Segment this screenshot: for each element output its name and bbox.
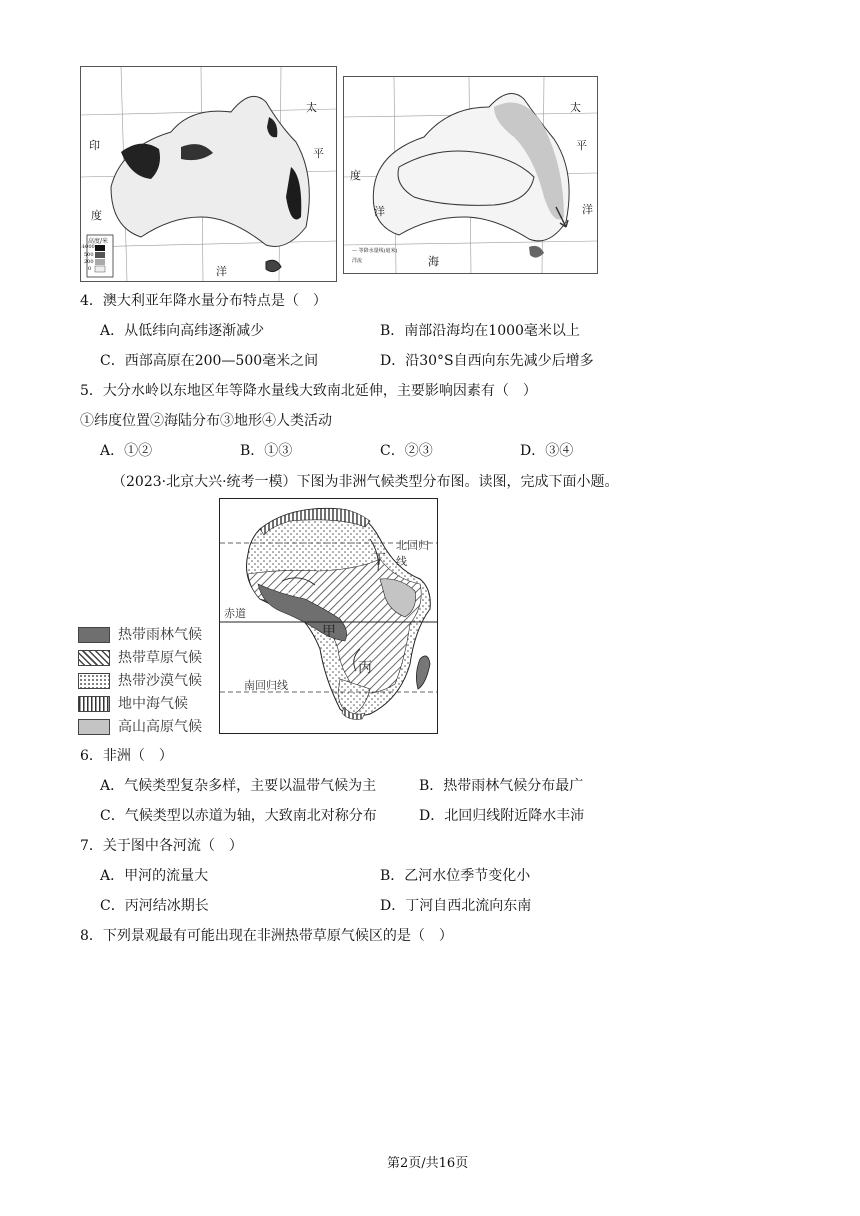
right-map-label-yang: 洋 (582, 203, 593, 216)
question-6-stem: 6．非洲（ ） (80, 748, 173, 764)
left-map-label-yin: 印 (89, 139, 100, 152)
legend-desert (78, 670, 202, 690)
australia-precip-svg (344, 77, 597, 273)
left-map-legend-title: 高度/米 (88, 238, 109, 245)
australia-relief-map (80, 66, 337, 282)
left-map-legend-200: 200 (84, 259, 94, 265)
australia-precip-map (343, 76, 598, 274)
legend-savanna-label: 热带草原气候 (118, 650, 202, 666)
question-5-option-d[interactable]: D．③④ (520, 443, 574, 459)
legend-savanna (78, 647, 202, 667)
question-5-stem: 5．大分水岭以东地区年等降水量线大致南北延伸，主要影响因素有（ ） (80, 383, 537, 399)
africa-river-yi-label: 乙 (286, 582, 300, 598)
left-map-label-du: 度 (91, 209, 102, 222)
right-map-label-tai: 太 (570, 101, 581, 114)
question-7-stem: 7．关于图中各河流（ ） (80, 838, 243, 854)
left-map-legend-500: 500 (84, 252, 94, 258)
legend-rainforest-label: 热带雨林气候 (118, 627, 202, 643)
question-4-option-d[interactable]: D．沿30°S自西向东先减少后增多 (380, 353, 594, 369)
legend-savanna-swatch (78, 650, 110, 666)
left-map-label-yang: 洋 (216, 265, 227, 278)
left-map-legend-1000: 1000 (82, 244, 95, 250)
question-5-option-b[interactable]: B．①③ (240, 443, 293, 459)
legend-rainforest-swatch (78, 627, 110, 643)
right-map-label-yang2: 洋 (374, 205, 385, 218)
right-map-legend-isohyet: — 等降水量线(毫米) (352, 248, 398, 254)
legend-desert-swatch (78, 673, 110, 689)
question-6-option-b[interactable]: B．热带雨林气候分布最广 (419, 778, 584, 794)
legend-mediterranean (78, 693, 188, 713)
africa-river-jia-label: 甲 (322, 624, 336, 640)
left-map-legend-0: 0 (88, 266, 92, 272)
right-map-label-hai: 海 (428, 255, 439, 268)
legend-desert-label: 热带沙漠气候 (118, 673, 202, 689)
question-7-option-d[interactable]: D．丁河自西北流向东南 (380, 898, 532, 914)
climate-legend (78, 624, 218, 736)
africa-north-tropic-label: 北回归线 (396, 539, 429, 568)
question-5-option-a[interactable]: A．①② (100, 443, 153, 459)
africa-climate-map (219, 498, 438, 734)
africa-equator-label: 赤道 (224, 607, 246, 620)
legend-highland-swatch (78, 719, 110, 735)
question-6-option-d[interactable]: D．北回归线附近降水丰沛 (419, 808, 585, 824)
left-map-label-tai: 太 (306, 101, 317, 114)
africa-intro: （2023·北京大兴·统考一模）下图为非洲气候类型分布图。读图，完成下面小题。 (112, 474, 619, 490)
question-4-option-a[interactable]: A．从低纬向高纬逐渐减少 (100, 323, 265, 339)
left-map-label-ping: 平 (313, 147, 324, 160)
question-4-option-b[interactable]: B．南部沿海均在1000毫米以上 (380, 323, 580, 339)
legend-highland (78, 716, 202, 736)
legend-mediterranean-swatch (78, 696, 110, 712)
question-8-stem: 8．下列景观最有可能出现在非洲热带草原气候区的是（ ） (80, 928, 453, 944)
right-map-legend-current: 洋流 (352, 258, 363, 264)
question-7-option-a[interactable]: A．甲河的流量大 (100, 868, 209, 884)
africa-climate-svg (220, 499, 437, 733)
right-map-label-ping: 平 (576, 139, 587, 152)
africa-river-bing-label: 丙 (358, 660, 372, 676)
australia-relief-svg (81, 67, 336, 281)
question-7-option-b[interactable]: B．乙河水位季节变化小 (380, 868, 531, 884)
question-6-option-c[interactable]: C．气候类型以赤道为轴，大致南北对称分布 (100, 808, 377, 824)
legend-mediterranean-label: 地中海气候 (118, 696, 188, 712)
right-map-label-du: 度 (350, 169, 361, 182)
question-7-option-c[interactable]: C．丙河结冰期长 (100, 898, 209, 914)
africa-south-tropic-label: 南回归线 (244, 679, 288, 692)
africa-river-ding-label: 丁 (372, 552, 386, 568)
legend-highland-label: 高山高原气候 (118, 719, 202, 735)
question-4-stem: 4．澳大利亚年降水量分布特点是（ ） (80, 293, 327, 309)
question-5-option-c[interactable]: C．②③ (380, 443, 433, 459)
question-4-option-c[interactable]: C．西部高原在200—500毫米之间 (100, 353, 319, 369)
question-6-option-a[interactable]: A．气候类型复杂多样，主要以温带气候为主 (100, 778, 377, 794)
page-footer: 第2页/共16页 (387, 1156, 469, 1171)
question-5-items: ①纬度位置②海陆分布③地形④人类活动 (80, 413, 332, 429)
legend-rainforest (78, 624, 202, 644)
